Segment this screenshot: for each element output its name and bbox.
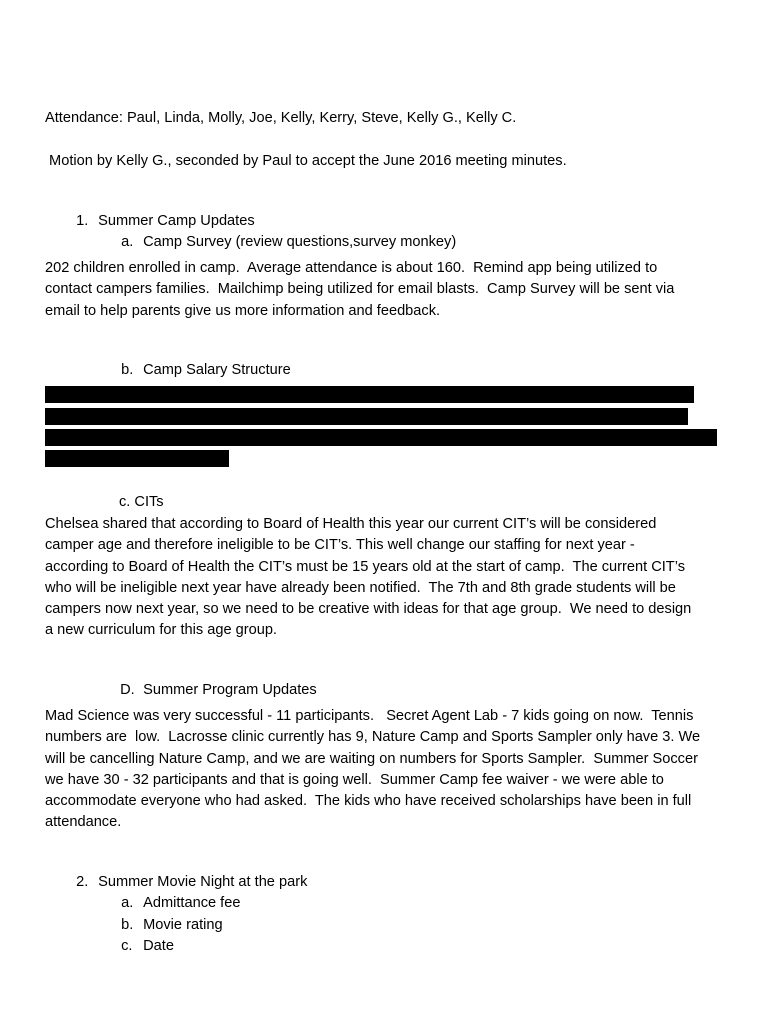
redaction-bar bbox=[45, 429, 717, 446]
paragraph-line: who will be ineligible next year have already been notified. The 7th and 8th grade students will be bbox=[45, 579, 676, 596]
item-1a-heading bbox=[113, 217, 456, 251]
redaction-bar bbox=[45, 386, 694, 403]
item-2b-text: Movie rating bbox=[143, 917, 223, 933]
item-1d-title: Summer Program Updates bbox=[143, 682, 317, 698]
paragraph-line: numbers are low. Lacrosse clinic currently has 9, Nature Camp and Sports Sampler only have 3. We bbox=[45, 729, 701, 746]
item-1b-heading bbox=[113, 345, 291, 379]
item-2-number: 2. bbox=[76, 874, 89, 890]
paragraph-line: contact campers families. Mailchimp being utilized for email blasts. Camp Survey will be sent via bbox=[45, 281, 675, 298]
item-2-title: Summer Movie Night at the park bbox=[98, 874, 308, 890]
item-2c-text: Date bbox=[143, 938, 174, 954]
item-1c-heading: c. CITs bbox=[119, 494, 164, 510]
paragraph-line: campers now next year, so we need to be creative with ideas for that age group. We need to design bbox=[45, 601, 692, 618]
item-1b-letter: b. bbox=[121, 362, 134, 378]
item-1d-heading bbox=[112, 665, 317, 699]
paragraph-line: Mad Science was very successful - 11 participants. Secret Agent Lab - 7 kids going on now. Tennis bbox=[45, 708, 694, 724]
paragraph-line: Chelsea shared that according to Board of Health this year our current CIT’s will be considered bbox=[45, 516, 657, 532]
item-2a-text: Admittance fee bbox=[143, 895, 241, 911]
item-2b-letter: b. bbox=[121, 917, 134, 933]
paragraph-line: we have 30 - 32 participants and that is going well. Summer Camp fee waiver - we were able to bbox=[45, 771, 664, 788]
paragraph-line: according to Board of Health the CIT’s must be 15 years old at the start of camp. The current CIT’s bbox=[45, 558, 686, 575]
item-1a-title: Camp Survey (review questions,survey monkey) bbox=[143, 234, 457, 250]
paragraph-line: accommodate everyone who had asked. The kids who have received scholarships have been in full bbox=[45, 793, 692, 810]
item-1b-title: Camp Salary Structure bbox=[143, 362, 291, 378]
cits-paragraph bbox=[45, 514, 735, 642]
program-updates-paragraph bbox=[45, 706, 735, 834]
item-1d-letter: D. bbox=[120, 682, 135, 698]
motion-line: Motion by Kelly G., seconded by Paul to accept the June 2016 meeting minutes. bbox=[45, 153, 567, 169]
paragraph-line: email to help parents give us more information and feedback. bbox=[45, 302, 441, 319]
paragraph-line: camper age and therefore ineligible to be CIT’s. This well change our staffing for next year - bbox=[45, 537, 635, 554]
camp-survey-paragraph bbox=[45, 258, 735, 322]
item-1-number: 1. bbox=[76, 213, 89, 229]
paragraph-line: attendance. bbox=[45, 814, 122, 831]
paragraph-line: a new curriculum for this age group. bbox=[45, 622, 277, 639]
paragraph-line: will be cancelling Nature Camp, and we are waiting on numbers for Sports Sampler. Summer Soccer bbox=[45, 750, 698, 767]
item-2c-letter: c. bbox=[121, 938, 133, 954]
redaction-bar bbox=[45, 450, 229, 467]
paragraph-line: 202 children enrolled in camp. Average attendance is about 160. Remind app being utilized to bbox=[45, 260, 658, 276]
item-2a-letter: a. bbox=[121, 895, 134, 911]
item-2c bbox=[113, 921, 174, 955]
attendance-line: Attendance: Paul, Linda, Molly, Joe, Kelly, Kerry, Steve, Kelly G., Kelly C. bbox=[45, 110, 517, 126]
item-1-title: Summer Camp Updates bbox=[98, 213, 255, 229]
redaction-bar bbox=[45, 408, 688, 425]
item-1a-letter: a. bbox=[121, 234, 134, 250]
